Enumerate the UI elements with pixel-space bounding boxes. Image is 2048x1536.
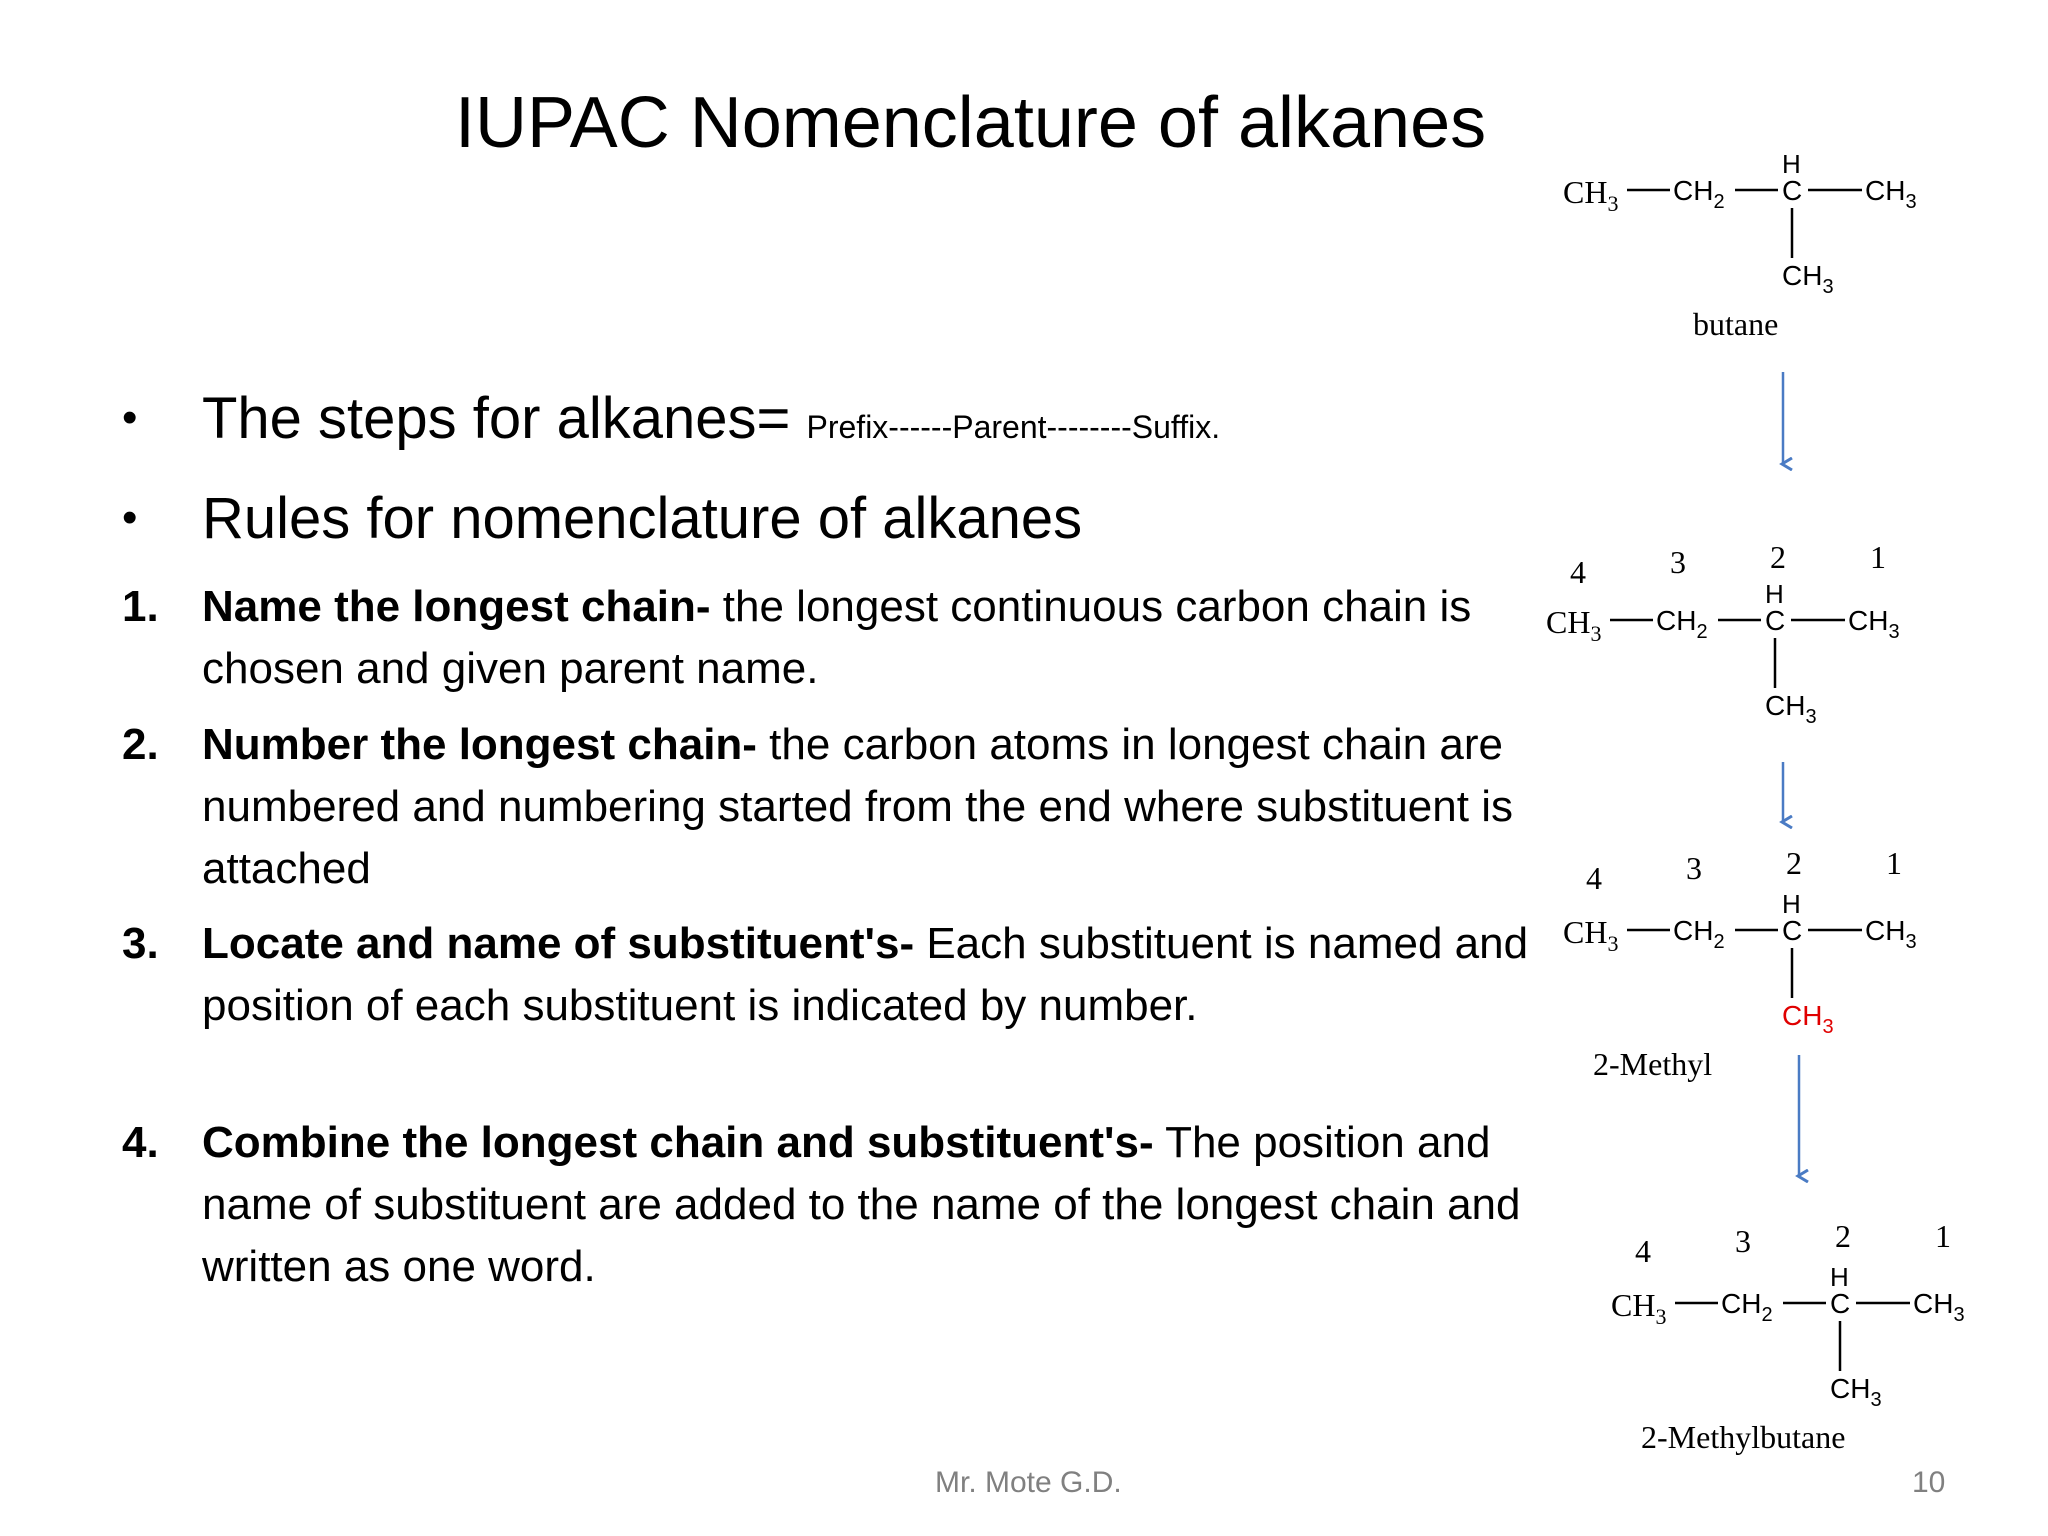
label-2-methyl: 2-Methyl xyxy=(1593,1046,1713,1082)
chain-number: 3 xyxy=(1735,1223,1751,1259)
ch2-label: $CH_2$ xyxy=(1673,175,1725,213)
rule-heading: Number the longest chain- xyxy=(202,720,757,769)
slide-title: IUPAC Nomenclature of alkanes xyxy=(455,83,1487,163)
rule-number: 4. xyxy=(122,1118,159,1167)
chain-number: 3 xyxy=(1686,850,1702,886)
structure-highlighted xyxy=(1563,845,1917,1082)
bullet-marker: • xyxy=(122,493,138,542)
chain-number: 4 xyxy=(1570,554,1586,590)
chain-number: 3 xyxy=(1670,544,1686,580)
rule-number: 3. xyxy=(122,919,159,968)
c-label: C xyxy=(1765,605,1786,636)
bullet-text: Rules for nomenclature of alkanes xyxy=(202,486,1083,551)
c-label: C xyxy=(1782,915,1803,946)
ch2-label: $CH_2$ xyxy=(1673,915,1725,953)
label-2-methylbutane: 2-Methylbutane xyxy=(1641,1419,1846,1455)
c-label: C xyxy=(1782,175,1803,206)
page-number: 10 xyxy=(1912,1466,1946,1499)
structure-numbered xyxy=(1546,539,1900,728)
chain-number: 1 xyxy=(1935,1218,1951,1254)
h-label: H xyxy=(1782,149,1801,179)
ch3-label: $CH_3$ xyxy=(1563,174,1619,216)
ch3-label: $CH_3$ xyxy=(1865,915,1917,953)
chain-number: 4 xyxy=(1586,860,1602,896)
ch3-label: $CH_3$ xyxy=(1765,690,1817,728)
rule-heading: Name the longest chain- xyxy=(202,582,711,631)
chain-number: 4 xyxy=(1635,1233,1651,1269)
c-label: C xyxy=(1830,1288,1851,1319)
rule-heading: Locate and name of substituent's- xyxy=(202,919,915,968)
rule-description: the carbon atoms in longest chain are numbered and numbering started from the end where substituent is attached xyxy=(202,720,1513,893)
footer-author: Mr. Mote G.D. xyxy=(935,1466,1122,1499)
rule-description: Each substituent is named and position of each substituent is indicated by number. xyxy=(202,919,1529,1030)
bullet-small-text: Prefix------Parent--------Suffix. xyxy=(806,409,1221,445)
bullet-marker: • xyxy=(122,393,138,442)
chain-number: 1 xyxy=(1870,539,1886,575)
ch3-label: $CH_3$ xyxy=(1830,1373,1882,1411)
ch3-label: $CH_3$ xyxy=(1848,605,1900,643)
ch2-label: $CH_2$ xyxy=(1656,605,1708,643)
rule-heading: Combine the longest chain and substituent's- xyxy=(202,1118,1154,1167)
h-label: H xyxy=(1765,579,1784,609)
rule-number: 2. xyxy=(122,720,159,769)
rule-number: 1. xyxy=(122,582,159,631)
chain-number: 2 xyxy=(1835,1218,1851,1254)
structure-butane xyxy=(1563,149,1917,342)
rule-description: The position and name of substituent are added to the name of the longest chain and written as one word. xyxy=(202,1118,1521,1291)
bullet-main-text: The steps for alkanes= xyxy=(202,386,807,451)
rule-description: the longest continuous carbon chain is chosen and given parent name. xyxy=(202,582,1472,693)
ch3-label: $CH_3$ xyxy=(1782,260,1834,298)
h-label: H xyxy=(1782,889,1801,919)
chain-number: 2 xyxy=(1770,539,1786,575)
ch3-label: $CH_3$ xyxy=(1546,604,1602,646)
ch2-label: $CH_2$ xyxy=(1721,1288,1773,1326)
chain-number: 2 xyxy=(1786,845,1802,881)
ch3-substituent-highlight: $CH_3$ xyxy=(1782,1000,1834,1038)
ch3-label: $CH_3$ xyxy=(1563,914,1619,956)
ch3-label: $CH_3$ xyxy=(1913,1288,1965,1326)
chain-number: 1 xyxy=(1886,845,1902,881)
structure-2-methylbutane xyxy=(1611,1218,1965,1455)
ch3-label: $CH_3$ xyxy=(1865,175,1917,213)
label-butane: butane xyxy=(1693,306,1779,342)
ch3-label: $CH_3$ xyxy=(1611,1287,1667,1329)
h-label: H xyxy=(1830,1262,1849,1292)
